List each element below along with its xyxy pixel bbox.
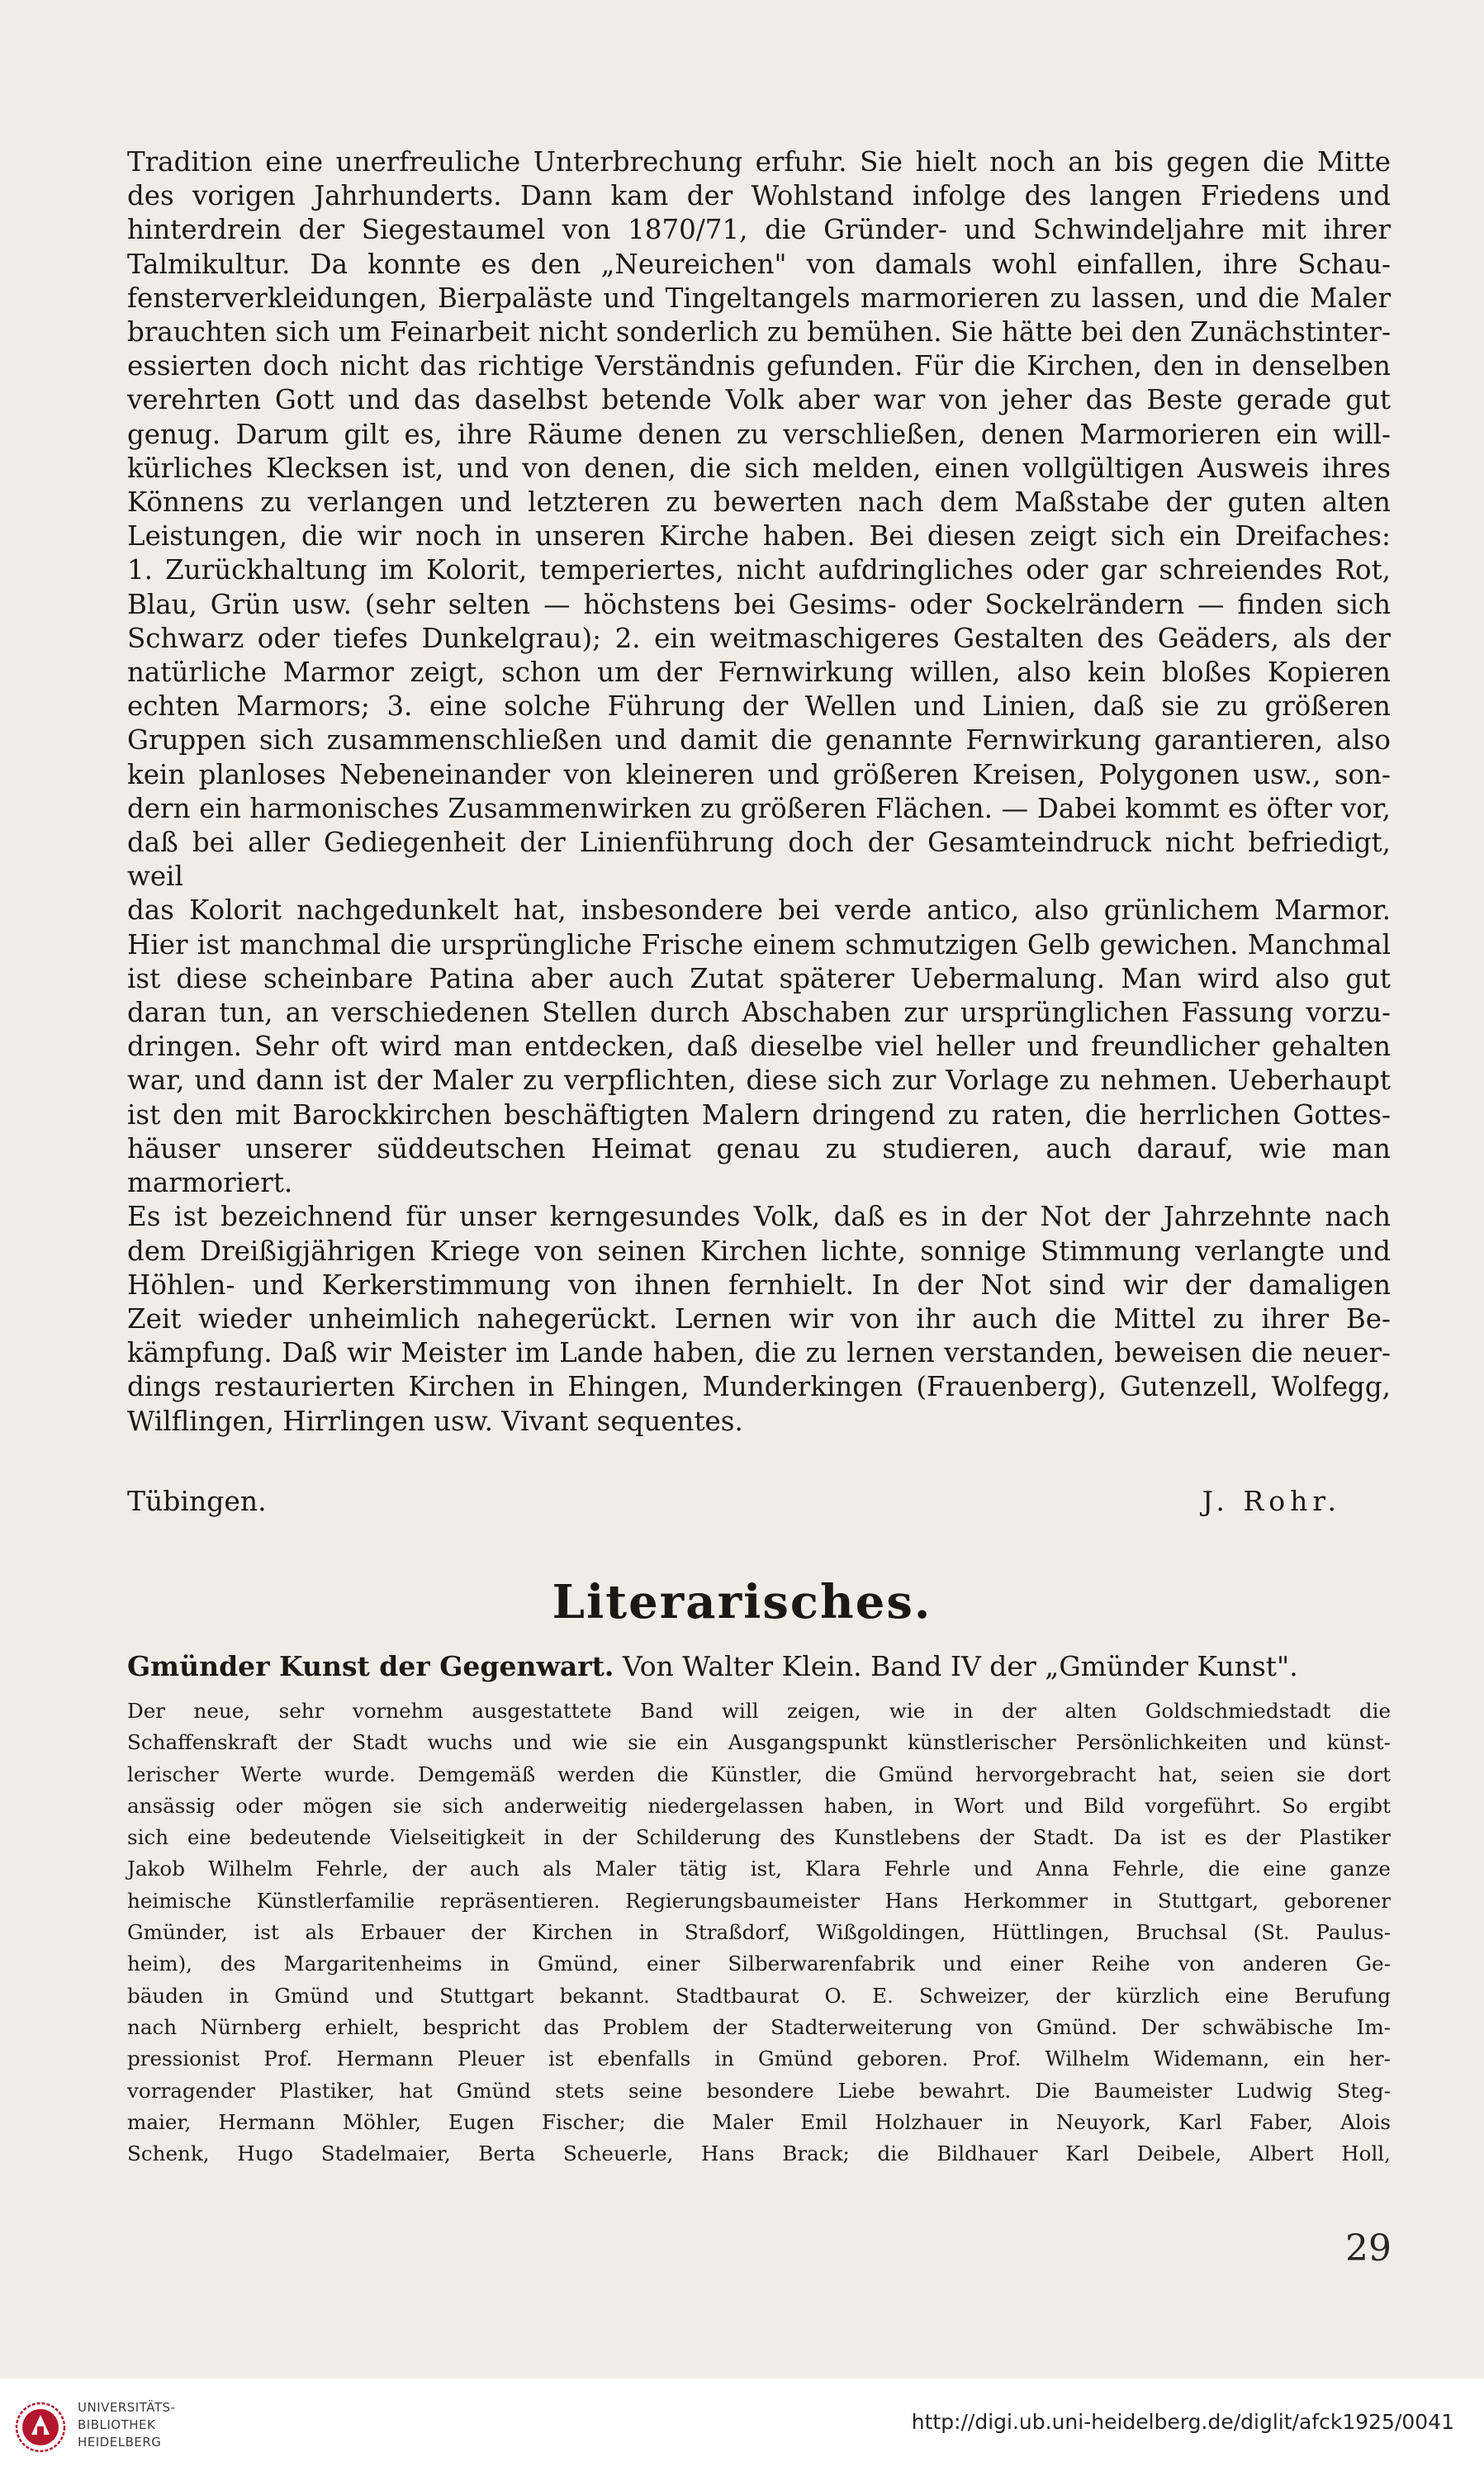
text-line: brauchten sich um Feinarbeit nicht sonderlich zu bemühen. Sie hätte bei den Zunächstinter- [127, 316, 1391, 349]
text-line: Höhlen- und Kerkerstimmung von ihnen fernhielt. In der Not sind wir der damaligen [127, 1269, 1391, 1301]
text-line: Es ist bezeichnend für unser kerngesundes Volk, daß es in der Not der Jahrzehnte nach [127, 1201, 1391, 1233]
review-text-line: Schenk, Hugo Stadelmaier, Berta Scheuerle, Hans Brack; die Bildhauer Karl Deibele, Albert Holl, [127, 2141, 1391, 2166]
review-text-line: maier, Hermann Möhler, Eugen Fischer; die Maler Emil Holzhauer in Neuyork, Karl Faber, Alois [127, 2109, 1391, 2134]
review-meta: Von Walter Klein. Band IV der „Gmünder Kunst". [622, 1650, 1298, 1682]
library-name-line: UNIVERSITÄTS- [78, 2400, 176, 2415]
article-body [127, 145, 1391, 1439]
library-name-line: HEIDELBERG [78, 2435, 162, 2450]
review-body [127, 1696, 1391, 2170]
review-title: Gmünder Kunst der Gegenwart. [127, 1650, 614, 1682]
review-text-line: lerischer Werte wurde. Demgemäß werden die Künstler, die Gmünd hervorgebracht hat, seien sie dort [127, 1762, 1391, 1786]
text-line: Schwarz oder tiefes Dunkelgrau); 2. ein weitmaschigeres Gestalten des Geäders, als der [127, 622, 1391, 654]
text-line: Blau, Grün usw. (sehr selten — höchstens bei Gesims- oder Sockelrändern — finden sich [127, 588, 1391, 620]
text-line: war, und dann ist der Maler zu verpflichten, diese sich zur Vorlage zu nehmen. Ueberhaupt [127, 1065, 1391, 1097]
library-name [78, 2399, 175, 2451]
review-text-line: nach Nürnberg erhielt, bespricht das Problem der Stadterweiterung von Gmünd. Der schwäbische Im- [127, 2014, 1391, 2039]
university-seal-icon [15, 2402, 66, 2453]
text-line: fensterverkleidungen, Bierpaläste und Tingeltangels marmorieren zu lassen, und die Maler [127, 282, 1391, 314]
text-line: daran tun, an verschiedenen Stellen durch Abschaben zur ursprünglichen Fassung vorzu- [127, 997, 1391, 1029]
text-line: echten Marmors; 3. eine solche Führung der Wellen und Linien, daß sie zu größeren [127, 690, 1391, 723]
text-line: verehrten Gott und das daselbst betende Volk aber war von jeher das Beste gerade gut [127, 384, 1391, 416]
review-text-line: heim), des Margaritenheims in Gmünd, einer Silberwarenfabrik und einer Reihe von anderen Ge- [127, 1952, 1391, 1976]
text-line: das Kolorit nachgedunkelt hat, insbesondere bei verde antico, also grünlichem Marmor. [127, 894, 1391, 927]
text-line: Könnens zu verlangen und letzteren zu bewerten nach dem Maßstabe der guten alten [127, 486, 1391, 519]
review-text-line: Der neue, sehr vornehm ausgestattete Band will zeigen, wie in der alten Goldschmiedstadt die [127, 1699, 1391, 1723]
review-text-line: Gmünder, ist als Erbauer der Kirchen in Straßdorf, Wißgoldingen, Hüttlingen, Bruchsal (St. Paulus- [127, 1920, 1391, 1945]
text-line: dringen. Sehr oft wird man entdecken, daß dieselbe viel heller und freundlicher gehalten [127, 1031, 1391, 1063]
review-text-line: heimische Künstlerfamilie repräsentieren. Regierungsbaumeister Hans Herkommer in Stuttgart, geborener [127, 1888, 1391, 1913]
review-text-line: Schaffenskraft der Stadt wuchs und wie sie ein Ausgangspunkt künstlerischer Persönlichkeiten und künst- [127, 1730, 1391, 1755]
review-text-line: Jakob Wilhelm Fehrle, der auch als Maler tätig ist, Klara Fehrle und Anna Fehrle, die eine ganze [127, 1857, 1391, 1881]
text-line: dern ein harmonisches Zusammenwirken zu größeren Flächen. — Dabei kommt es öfter vor, [127, 792, 1391, 824]
library-name-line: BIBLIOTHEK [78, 2417, 156, 2432]
signature-author: J. Rohr. [1202, 1485, 1341, 1517]
text-line: des vorigen Jahrhunderts. Dann kam der Wohlstand infolge des langen Friedens und [127, 180, 1391, 212]
text-line: Hier ist manchmal die ursprüngliche Frische einem schmutzigen Gelb gewichen. Manchmal [127, 928, 1391, 960]
review-text-line: sich eine bedeutende Vielseitigkeit in der Schilderung des Kunstlebens der Stadt. Da ist es der Plastiker [127, 1825, 1391, 1850]
text-line: hinterdrein der Siegestaumel von 1870/71, die Gründer- und Schwindeljahre mit ihrer [127, 214, 1391, 246]
text-line: daß bei aller Gediegenheit der Linienführung doch der Gesamteindruck nicht befriedigt, weil [127, 827, 1391, 893]
section-heading: Literarisches. [552, 1575, 932, 1629]
text-line: kürliches Klecksen ist, und von denen, die sich melden, einen vollgültigen Ausweis ihres [127, 452, 1391, 484]
text-line: kämpfung. Daß wir Meister im Lande haben, die zu lernen verstanden, beweisen die neuer- [127, 1337, 1391, 1369]
text-line: ist diese scheinbare Patina aber auch Zutat späterer Uebermalung. Man wird also gut [127, 962, 1391, 994]
text-line: dem Dreißigjährigen Kriege von seinen Kirchen lichte, sonnige Stimmung verlangte und [127, 1235, 1391, 1267]
article-signature [127, 1485, 1391, 1518]
text-line: kein planloses Nebeneinander von kleineren und größeren Kreisen, Polygonen usw., son- [127, 758, 1391, 790]
text-line: Wilflingen, Hirrlingen usw. Vivant sequentes. [127, 1405, 743, 1437]
review-heading [127, 1650, 1391, 1683]
text-line: ist den mit Barockkirchen beschäftigten Malern dringend zu raten, die herrlichen Gottes- [127, 1098, 1391, 1131]
text-line: Leistungen, die wir noch in unseren Kirche haben. Bei diesen zeigt sich ein Dreifaches: [127, 520, 1391, 553]
review-text-line: pressionist Prof. Hermann Pleuer ist ebenfalls in Gmünd geboren. Prof. Wilhelm Widemann, ein her- [127, 2047, 1391, 2071]
signature-place: Tübingen. [127, 1485, 267, 1517]
text-line: genug. Darum gilt es, ihre Räume denen zu verschließen, denen Marmorieren ein will- [127, 418, 1391, 450]
page-number: 29 [1345, 2227, 1392, 2269]
text-line: 1. Zurückhaltung im Kolorit, temperiertes, nicht aufdringliches oder gar schreiendes Rot, [127, 554, 1391, 586]
review-text-line: vorragender Plastiker, hat Gmünd stets seine besondere Liebe bewahrt. Die Baumeister Ludwig Steg- [127, 2078, 1391, 2103]
text-line: Gruppen sich zusammenschließen und damit die genannte Fernwirkung garantieren, also [127, 724, 1391, 756]
text-line: dings restaurierten Kirchen in Ehingen, Munderkingen (Frauenberg), Gutenzell, Wolfegg, [127, 1371, 1391, 1403]
text-line: natürliche Marmor zeigt, schon um der Fernwirkung willen, also kein bloßes Kopieren [127, 657, 1391, 689]
review-text-line: bäuden in Gmünd und Stuttgart bekannt. Stadtbaurat O. E. Schweizer, der kürzlich eine Berufung [127, 1983, 1391, 2008]
source-url-link[interactable]: http://digi.ub.uni-heidelberg.de/diglit/afck1925/0041 [911, 2410, 1454, 2434]
text-line: Talmikultur. Da konnte es den „Neureichen" von damals wohl einfallen, ihre Schau- [127, 248, 1391, 280]
review-text-line: ansässig oder mögen sie sich anderweitig niedergelassen haben, in Wort und Bild vorgeführt. So ergibt [127, 1793, 1391, 1818]
text-line: Zeit wieder unheimlich nahegerückt. Lernen wir von ihr auch die Mittel zu ihrer Be- [127, 1302, 1391, 1335]
text-line: Tradition eine unerfreuliche Unterbrechung erfuhr. Sie hielt noch an bis gegen die Mitte [127, 146, 1391, 178]
text-line: essierten doch nicht das richtige Verständnis gefunden. Für die Kirchen, den in denselben [127, 350, 1391, 382]
text-line: häuser unserer süddeutschen Heimat genau zu studieren, auch darauf, wie man marmoriert. [127, 1132, 1391, 1199]
